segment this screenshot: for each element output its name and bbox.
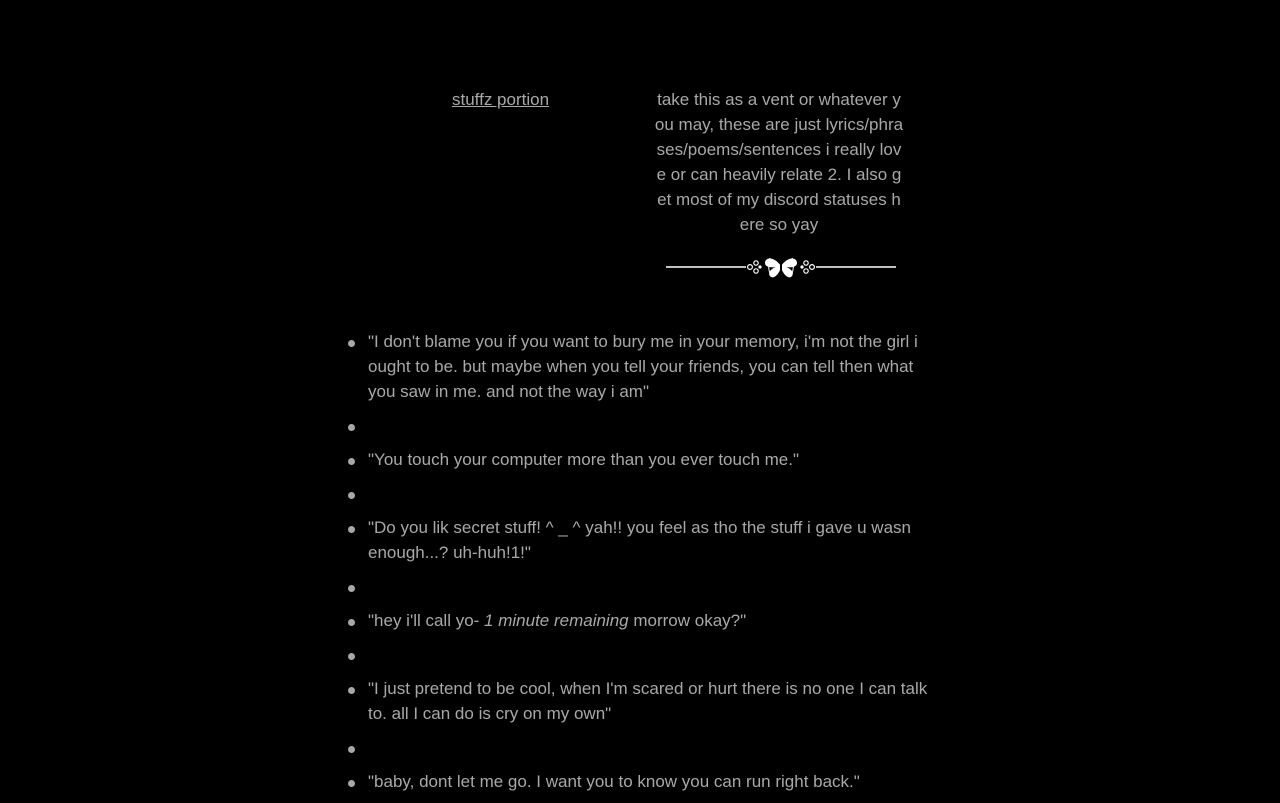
italic-phrase: 1 minute remaining (484, 611, 629, 630)
bullet-icon (348, 619, 355, 626)
list-item (344, 574, 934, 599)
list-item: "hey i'll call yo- 1 minute remaining morrow okay?" (344, 608, 934, 633)
list-item: "Do you lik secret stuff! ^ _ ^ yah!! you feel as tho the stuff i gave u wasn enough...? uh-huh!1!" (344, 515, 934, 565)
list-item (344, 735, 934, 760)
stuffz-portion-link[interactable]: stuffz portion (452, 90, 550, 109)
bullet-icon (348, 492, 355, 499)
quotes-list (344, 329, 934, 803)
bullet-icon (348, 526, 355, 533)
list-item (344, 413, 934, 438)
bullet-icon (348, 780, 355, 787)
bullet-icon (348, 458, 355, 465)
bullet-icon (348, 340, 355, 347)
butterfly-divider-icon (664, 254, 898, 280)
list-item: "You touch your computer more than you ever touch me." (344, 447, 934, 472)
bullet-icon (348, 653, 355, 660)
list-item (344, 642, 934, 667)
bullet-icon (348, 687, 355, 694)
list-item: "I just pretend to be cool, when I'm scared or hurt there is no one I can talk to. all I can do is cry on my own" (344, 676, 934, 726)
bullet-icon (348, 424, 355, 431)
intro-text: take this as a vent or whatever you may, these are just lyrics/phrases/poems/sentences i really love or can heavily relate 2. I also get most of my discord statuses here so yay (654, 90, 904, 234)
list-item: "I don't blame you if you want to bury me in your memory, i'm not the girl i ought to be. but maybe when you tell your friends, you can tell then what you saw in me. and not the way i am" (344, 329, 934, 404)
bullet-icon (348, 585, 355, 592)
list-item: "baby, dont let me go. I want you to know you can run right back." (344, 769, 934, 794)
list-item (344, 481, 934, 506)
bullet-icon (348, 746, 355, 753)
